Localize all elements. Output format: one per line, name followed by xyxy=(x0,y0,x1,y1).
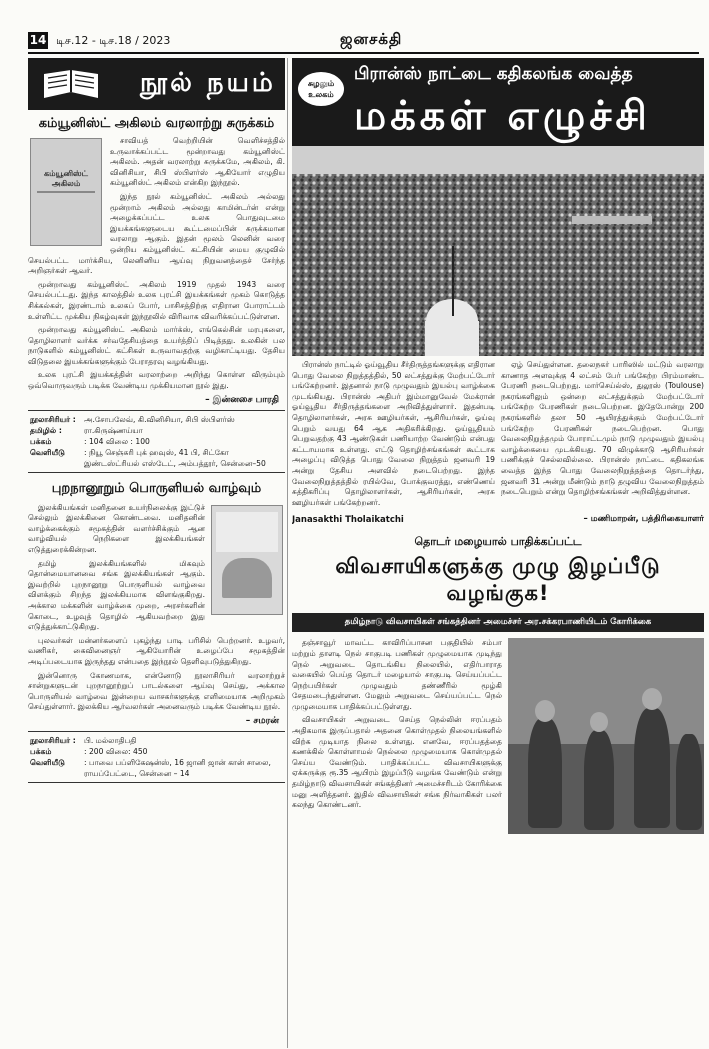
section-banner xyxy=(28,58,285,110)
meta-value: : நியூ செஞ்சுரி புக் ஹவுஸ், 41 பி, சிட்கோ இண்டஸ்ட்ரியல் எஸ்டேட், அம்பத்தூர், சென்னை–50 xyxy=(84,447,266,468)
column-divider xyxy=(287,58,288,1048)
book-cover-image xyxy=(30,138,102,246)
paragraph: பிரான்ஸ் நாட்டில் ஓய்வூதிய சீர்திருத்தங்களுக்கு எதிரான பொது வேலை நிறுத்தத்தில், 50 லட்சத்துக்கு மேற்பட்டோர் பங்கேற்றனர். இதனால் நாடு முழுவதும் இயல்பு வாழ்க்கை முடங்கியது. பிரான்ஸ் அதிபர் இம்மானுவேல் மேக்ரான் ஓய்வூதிய சீர்திருத்தங்களை அறிவித்துள்ளார். இதன்படி தொழிலாளர்கள், அரசு ஊழியர்கள், ஆசிரியர்கள், ஓய்வு பெறும் வயது 64 ஆக அதிகரிக்கிறது. ஓய்வூதியம் பெறுவதற்கு 43 ஆண்டுகள் பணியாற்ற வேண்டும் என்பது கட்டாயமாக உள்ளது. எட்டு தொழிற்சங்கங்கள் கூட்டாக அழைப்பு விடுத்த பொது வேலை நிறுத்தம் ஜனவரி 19 அன்று தேசிய அளவில் நடைபெற்றது. இந்த வேலைநிறுத்தத்தில் ரயில்வே, போக்குவரத்து, எண்ணெய் சுத்திகரிப்பு தொழிலாளர்கள், ஆசிரியர்கள், அரசு ஊழியர்கள் பங்கேற்றனர். xyxy=(292,360,495,507)
article2-headline: விவசாயிகளுக்கு முழு இழப்பீடு வழங்குக! xyxy=(335,554,661,606)
paragraph: இலக்கியங்கள் மனிதனை உயர்நிலைக்கு இட்டுச் செல்லும் இலக்கினை கொண்டவை. மனிதனின் வாழ்க்கைக்கும் சமூகத்தின் வளர்ச்சிக்கும் ஆன வாழ்வியல் நெறிகளை இலக்கியங்கள் எடுத்துரைக்கின்றன. xyxy=(28,502,205,555)
page-header xyxy=(0,0,709,56)
meta-key: நூலாசிரியர் : xyxy=(30,414,76,424)
review1-title: கம்யூனிஸ்ட் அகிலம் வரலாற்று சுருக்கம் xyxy=(38,116,275,131)
article2-kicker: தொடர் மழையால் பாதிக்கப்பட்ட xyxy=(414,535,582,549)
farmers-photo xyxy=(508,638,704,834)
review1-book-details xyxy=(28,410,285,473)
meta-key: தமிழில் : xyxy=(30,425,62,435)
news-column xyxy=(292,58,704,1048)
book-cover-title: கம்யூனிஸ்ட் அகிலம் xyxy=(43,169,88,188)
meta-value: அ.சோபலேவ், கி.வினிசியா, சிபி ஸ்பிளர்ஸ் xyxy=(84,414,235,424)
meta-key: வெளியீடு xyxy=(30,757,65,767)
meta-key: நூலாசிரியர் : xyxy=(30,735,76,745)
person-figure xyxy=(676,734,702,830)
book-cover-top xyxy=(216,512,278,552)
book-review-column xyxy=(28,58,285,1048)
person-figure xyxy=(528,718,562,828)
protest-crowd-photo xyxy=(292,146,704,356)
section-title: நூல் நயம் xyxy=(140,68,276,98)
crowd-illustration xyxy=(292,146,704,356)
paragraph: இன்னொரு கோணமாக, என்னோடு நூலாசிரியர் வரலாற்றுச் சான்றுகளுடன் புறநானூற்றுப் பாடல்களை ஆய்வு செய்து, அக்கால பொருளியல் வாழ்வை இன்றைய வாசகர்களுக்கு எளிமையாக அறிமுகம் செய்துள்ளார். இலக்கிய ஆர்வலர்கள் அனைவரும் படிக்க வேண்டிய நூல். xyxy=(28,670,285,712)
review2-signature: – சமரன் xyxy=(245,715,279,726)
newspaper-name: ஜனசக்தி xyxy=(340,30,403,48)
person-figure xyxy=(584,730,614,830)
person-figure xyxy=(634,708,670,828)
article1-body xyxy=(292,360,704,511)
page-number: 14 xyxy=(29,33,47,47)
meta-value: பி. மல்லாதிபதி xyxy=(84,735,137,745)
person-head xyxy=(590,712,608,732)
paragraph: உலக புரட்சி இயக்கத்தின் வரலாற்றை அறிந்து கொள்ள விரும்பும் ஒவ்வொருவரும் படிக்க வேண்டிய முக்கியமான நூல் இது. xyxy=(28,370,285,391)
book-cover-image xyxy=(211,505,283,615)
article1-credit-source: Janasakthi Tholaikatchi xyxy=(292,515,404,526)
meta-key: பக்கம் xyxy=(30,746,52,756)
paragraph: புலவர்கள் மன்னர்களைப் புகழ்ந்து பாடி பரிசில் பெற்றனர். உழவர், வணிகர், கைவினைஞர் ஆகியோரின் உழைப்பே சமூகத்தின் அடிப்படையாக இருந்தது என்பதை இந்நூல் தெளிவுபடுத்துகிறது. xyxy=(28,635,285,666)
paragraph: ஏழ் செய்துள்ளன. தலைநகர் பாரிஸில் மட்டும் வரலாறு காணாத அளவுக்கு 4 லட்சம் பேர் பங்கேற்ற பிரம்மாண்ட பேரணி நடைபெற்றது. மார்செய்ல்ஸ், துலூஸ் (Toulouse) நகரங்களிலும் ஒன்றை லட்சத்துக்கும் மேற்பட்டோர் பங்கேற்ற பேரணிகள் நடைபெற்றன. இதேபோன்று 200 நகரங்களில் தலா 50 ஆயிரத்துக்கும் மேற்பட்டோர் பங்கேற்ற பேரணிகள் நடைபெற்றன. பொது வேலைநிறுத்தமும் போராட்டமும் நாடு முழுவதும் இயல்பு வாழ்க்கையை முடக்கியது. 70 விழுக்காடு ஆசிரியர்கள் பணிக்குச் செல்லவில்லை. பிரான்ஸ் நாட்டை கதிகலங்க வைத்த இந்த பொது வேலைநிறுத்தத்தை தொடர்ந்து, ஜனவரி 31 அன்று மீண்டும் நாடு தழுவிய வேலைநிறுத்தம் நடைபெறும் என்று தொழிற்சங்கங்கள் அறிவித்துள்ளன. xyxy=(501,360,704,497)
headline-kicker: பிரான்ஸ் நாட்டை கதிகலங்க வைத்த xyxy=(354,64,633,84)
meta-key: பக்கம் xyxy=(30,436,52,446)
review1-signature: – இன்னசை பாரதி xyxy=(205,394,279,405)
paragraph: விவசாயிகள் அறுவடை செய்த நெல்லின் ஈரப்பதம் அதிகமாக இருப்பதால் அதனை கொள்முதல் நிலையங்களில் விற்க முடியாத நிலை உள்ளது. எனவே, ஈரப்பதத்தை கணக்கில் கொள்ளாமல் நெல்லை முழுமையாக கொள்முதல் செய்ய வேண்டும். பாதிக்கப்பட்ட விவசாயிகளுக்கு ஏக்கருக்கு ரூ.35 ஆயிரம் இழப்பீடு வழங்க வேண்டும் என்று தமிழ்நாடு விவசாயிகள் சங்கத்தினர் அமைச்சரிடம் கோரிக்கை மனு அளித்தனர். இதில் விவசாயிகள் சங்க நிர்வாகிகள் பலர் கலந்து கொண்டனர். xyxy=(292,715,502,810)
book-cover-figure xyxy=(222,558,272,598)
article2-subheadline: தமிழ்நாடு விவசாயிகள் சங்கத்தினர் அமைச்சர் அர.சக்கரபாணியிடம் கோரிக்கை xyxy=(292,613,704,632)
meta-value: : 200 விலை: 450 xyxy=(84,746,148,756)
meta-value: : பாவை பப்ளிகேஷன்ஸ், 16 ஜானி ஜான் கான் சாலை, ராயப்பேட்டை, சென்னை – 14 xyxy=(84,757,271,778)
meta-value: : 104 விலை : 100 xyxy=(84,436,150,446)
article1-byline: – மணிமாறன், பத்திரிகையாளர் xyxy=(583,514,704,525)
issue-date: டிச.12 - டிச.18 / 2023 xyxy=(56,34,171,47)
review2-book-details xyxy=(28,731,285,783)
open-book-icon xyxy=(42,68,100,102)
paragraph: மூன்றாவது கம்யூனிஸ்ட் அகிலம் 1919 முதல் 1943 வரை செயல்பட்டது. இந்த காலத்தில் உலக புரட்சி இயக்கங்கள் முகம் கொடுத்த சிக்கல்கள், இரண்டாம் உலகப் போர், பாசிசத்திற்கு எதிரான போராட்டம் உள்ளிட்ட முக்கிய நிகழ்வுகள் இந்நூலில் விரிவாக விவரிக்கப்பட்டுள்ளன. xyxy=(28,279,285,321)
book-cover-band xyxy=(37,191,95,193)
meta-value: ரா.கிருஷ்ணய்யா xyxy=(84,425,143,435)
header-rule xyxy=(28,52,699,54)
headline-banner xyxy=(292,58,704,146)
paragraph: இந்த நூல் கம்யூனிஸ்ட் அகிலம் அல்லது மூன்றாம் அகிலம் அல்லது காமின்டர்ன் என்று அழைக்கப்பட்ட உலக பொதுவுடமை இயக்கங்களுடைய கூட்டமைப்பின் சுருக்கமான வரலாறு ஆகும். இதன் மூலம் லெனின் வரை ஒன்றிய கம்யூனிஸ்ட் கட்சியின் மைய குழுவில் செயல்பட்ட மார்க்சிய, லெனினிய ஆய்வு நிறுவனத்தைச் சேர்ந்த அறிஞர்கள் ஆவர். xyxy=(28,191,285,276)
section-badge: சுழலும் உலகம் xyxy=(298,72,344,106)
review2-title: புறநானூறும் பொருளியல் வாழ்வும் xyxy=(51,480,262,496)
person-head xyxy=(642,688,662,710)
paragraph: தஞ்சாவூர் மாவட்ட காவிரிப்பாசன பகுதியில் சம்பா மற்றும் தாளடி நெல் சாகுபடி பணிகள் முழுமையாக முடிந்து நெல் அறுவடை தொடங்கிய நிலையில், எதிர்பாராத வகையில் பெய்த தொடர் மழையால் சாகுபடி செய்யப்பட்ட நெற்பயிர்கள் முழுவதும் தண்ணீரில் மூழ்கி சேதமடைந்துள்ளன. மேலும் அறுவடை செய்யப்பட்ட நெல் முழுமையாக பாதிக்கப்பட்டுள்ளது. xyxy=(292,638,502,711)
headline-main: மக்கள் எழுச்சி xyxy=(354,92,651,139)
paragraph: தமிழ் இலக்கியங்களில் மிகவும் தொன்மையானவை சங்க இலக்கியங்கள் ஆகும். இவற்றில் புறநானூறு பொருளியல் வாழ்வை விளக்கும் சிறந்த இலக்கியமாக விளங்குகிறது. அக்கால மக்களின் வாழ்க்கை முறை, அரசர்களின் கொடை, உழவுத் தொழில் ஆகியவற்றை இது எடுத்துக்காட்டுகிறது. xyxy=(28,558,205,632)
meta-key: வெளியீடு xyxy=(30,447,65,457)
paragraph: சாவியத் வெற்றியின் வெளிச்சத்தில் உருவாக்கப்பட்ட மூன்றாவது கம்யூனிஸ்ட் அகிலம். அதன் வரலாற்று சுருக்கமே, அகிலம், கி. வினிசியா, சிபி ஸ்பிளர்ஸ் ஆகியோர் எழுதிய கம்யூனிஸ்ட் அகிலம் என்கிற இந்நூல். xyxy=(110,136,285,188)
paragraph: மூன்றாவது கம்யூனிஸ்ட் அகிலம் மார்க்ஸ், எங்கெல்சின் மரபுகளை, தொழிலாளர் வர்க்க சர்வதேசியத்தை உயர்த்திப் பிடித்தது. உலகின் பல நாடுகளில் கம்யூனிஸ்ட் கட்சிகள் உருவாவதற்கு வழிகாட்டியது. தேசிய விடுதலை இயக்கங்களுக்கும் பேராதரவு வழங்கியது. xyxy=(28,325,285,366)
